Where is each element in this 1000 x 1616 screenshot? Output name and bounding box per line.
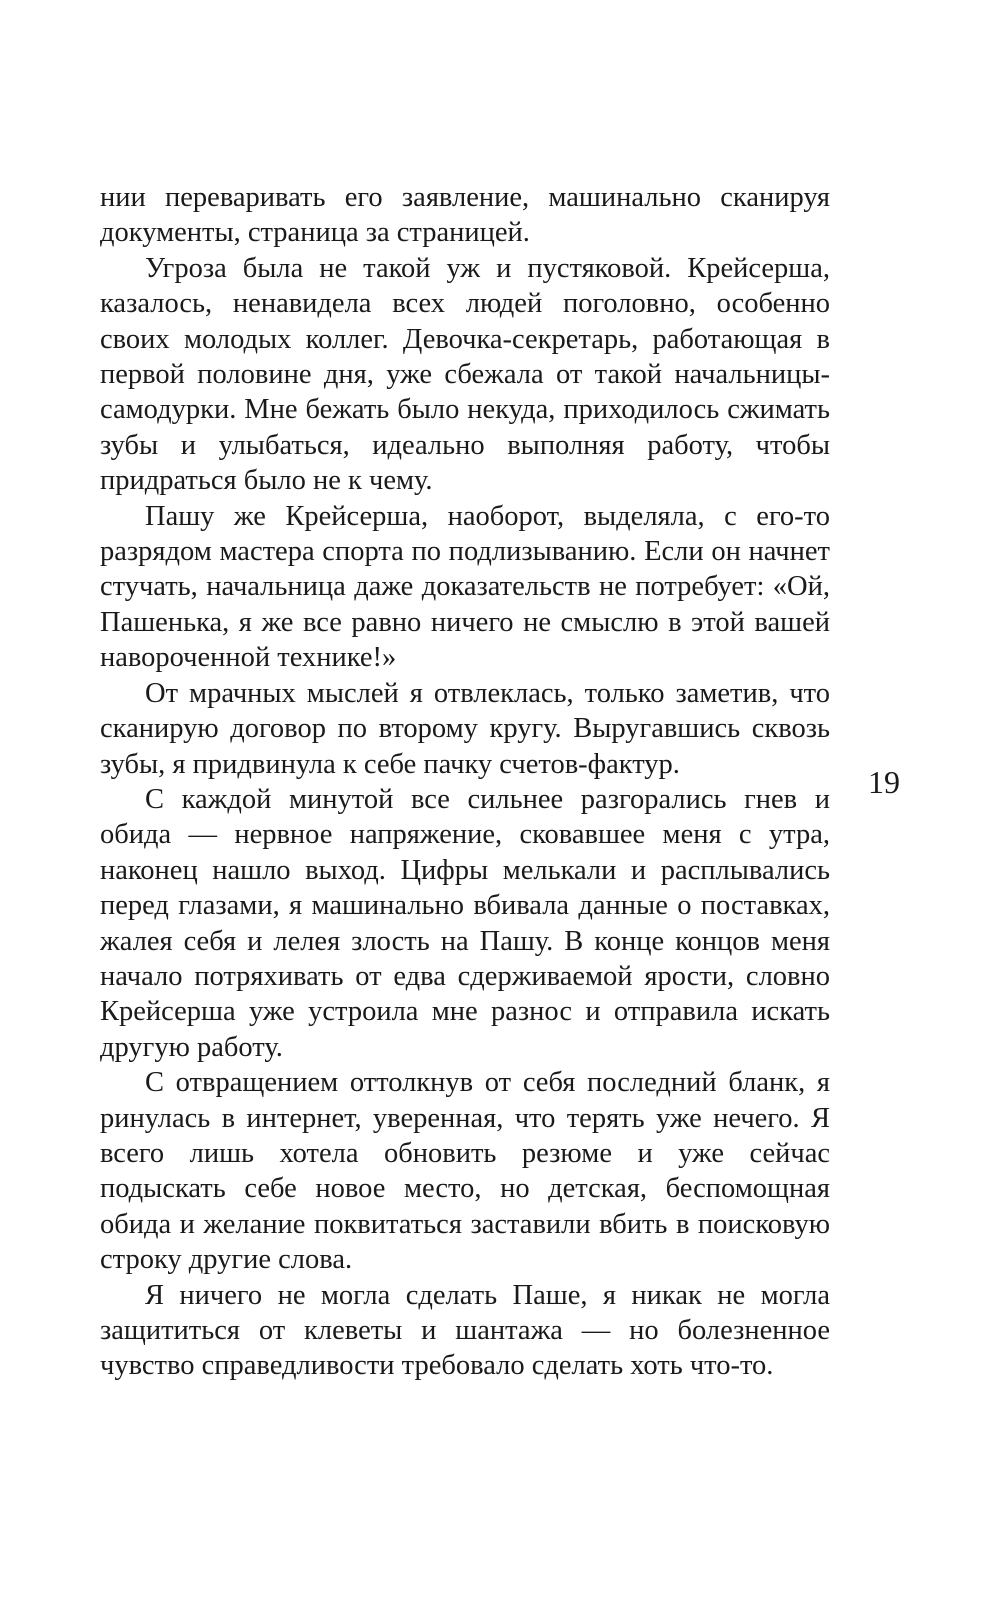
paragraph-5: С каждой минутой все сильнее разгорались гнев и обида — нервное напряжение, сковавшее меня с утра, наконец нашло выход. Цифры мелькали и расплывались перед глазами, я машинально вбивала данные о поставках, жалея себя и лелея злость на Пашу. В конце концов меня начало потряхивать от едва сдерживаемой ярости, словно Крейсерша уже устроила мне разнос и отправила искать другую работу.: [100, 783, 830, 1063]
paragraph-3: Пашу же Крейсерша, наоборот, выделяла, с его-то разрядом мастера спорта по подлизыванию. Если он начнет стучать, начальница даже доказательств не потребует: «Ой, Пашенька, я же все равно ничего не смыслю в этой вашей навороченной технике!»: [100, 500, 830, 674]
body-text: [100, 180, 830, 1384]
paragraph-7: Я ничего не могла сделать Паше, я никак не могла защититься от клеветы и шантажа — но болезненное чувство справедливости требовало сделать хоть что-то.: [100, 1279, 830, 1382]
page-number: 19: [868, 764, 900, 800]
paragraph-4: От мрачных мыслей я отвлеклась, только заметив, что сканирую договор по второму кругу. Выругавшись сквозь зубы, я придвинула к себе пачку счетов-фактур.: [100, 677, 830, 780]
paragraph-6: С отвращением оттолкнув от себя последний бланк, я ринулась в интернет, уверенная, что терять уже нечего. Я всего лишь хотела обновить резюме и уже сейчас подыскать себе новое место, но детская, беспомощная обида и желание поквитаться заставили вбить в поисковую строку другие слова.: [100, 1067, 830, 1276]
paragraph-1: нии переваривать его заявление, машинально сканируя документы, страница за страницей.: [100, 182, 830, 249]
paragraph-2: Угроза была не такой уж и пустяковой. Крейсерша, казалось, ненавидела всех людей поголовно, особенно своих молодых коллег. Девочка-секретарь, работающая в первой половине дня, уже сбежала от такой начальницы-самодурки. Мне бежать было некуда, приходилось сжимать зубы и улыбаться, идеально выполняя работу, чтобы придраться было не к чему.: [100, 252, 830, 497]
